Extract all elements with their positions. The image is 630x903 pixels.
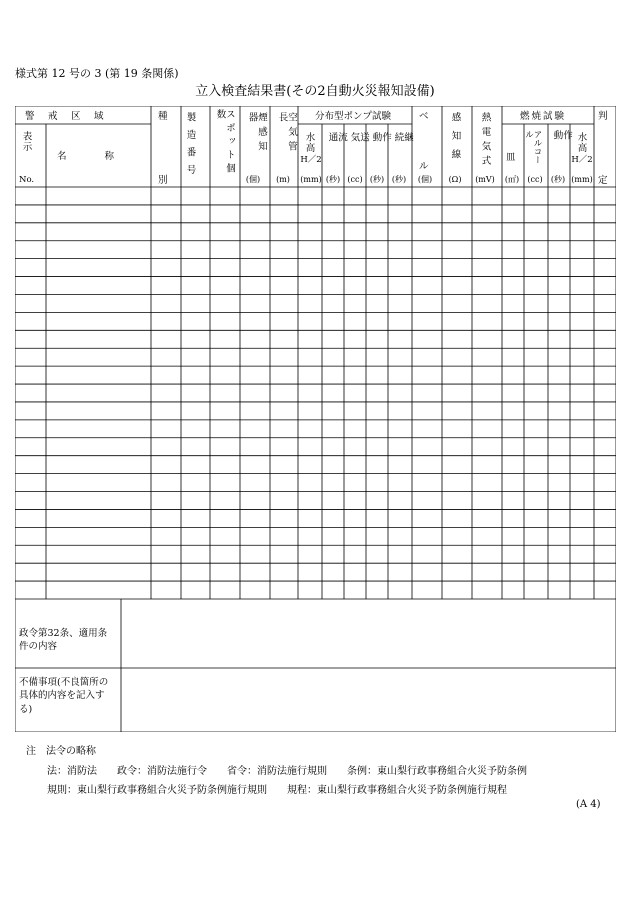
header-serial: 製造番号 [184,112,196,182]
header-burn-operation: 作動 [551,130,572,146]
header-flow-unit: (秒) [325,175,341,184]
header-thermo-unit: (mV) [475,175,495,184]
notes-line-2: 規則：東山梨行政事務組合火災予防条例施行規則 規程：東山梨行政事務組合火災予防条例施行規程 [47,785,507,796]
notes-line-1: 法：消防法 政令：消防法施行令 省令：消防法施行規則 条例：東山梨行政事務組合火災予防条例 [47,766,527,777]
header-alcohol: アルコール [523,130,542,164]
header-burn-h2: H／2 [571,155,593,165]
header-smoke-unit: (個) [245,175,261,184]
header-air-tube: 空気管長 [276,112,297,156]
document-title: 立入検査結果書(その2自動火災報知設備) [195,84,435,99]
header-spot: スポット個数 [214,109,235,177]
header-thermo: 熱電気式 [479,112,491,170]
header-water-height: 水高 [303,132,315,153]
header-judgement-bottom: 定 [598,175,608,186]
header-flow: 流通 [326,132,347,148]
form-number: 様式第 12 号の 3 (第 19 条関係) [15,67,179,80]
header-burn-operation-unit: (秒) [550,175,566,184]
header-air-send-unit: (cc) [347,175,363,184]
header-bell-top: ベ [419,111,429,122]
header-bell-bottom: ル [419,161,429,172]
header-pump-test: 分布型ポンプ試験 [315,111,392,122]
header-h2: H／2 [300,155,322,165]
header-dish: 皿 [506,152,516,163]
header-operation: 作動 [370,132,391,148]
header-air-tube-unit: (m) [276,175,290,184]
header-continuation-unit: (秒) [391,175,407,184]
header-burn-water-unit: (mm) [571,175,593,184]
header-unit-mm: (mm) [300,175,322,184]
header-judgement-top: 判 [598,111,608,122]
header-bell-unit: (個) [417,175,433,184]
header-sensor: 感知線 [449,112,461,168]
header-smoke: 煙感知器 [246,112,267,156]
header-continuation: 継続 [392,132,413,148]
ordinance-label: 政令第32条、適用条件の内容 [19,628,108,653]
header-type-bottom: 別 [158,175,168,186]
header-number: 表示 [20,131,32,152]
header-burn-test: 燃焼試験 [520,111,567,122]
header-burn-water: 水高 [575,132,587,153]
paper-size: (A 4) [576,799,601,810]
header-zone: 警 戒 区 域 [25,111,106,122]
header-operation-unit: (秒) [369,175,385,184]
header-dish-unit: (㎡) [504,175,520,184]
header-air-send: 送気 [348,132,369,148]
header-name: 名 称 [57,151,115,162]
notes-heading: 注 法令の略称 [26,746,96,757]
header-alcohol-unit: (cc) [527,175,543,184]
header-type-top: 種 [158,111,168,122]
header-sensor-unit: (Ω) [448,175,462,184]
inspection-table [15,106,616,732]
header-number-unit: No. [19,175,35,185]
defects-label: 不備事項(不良箇所の具体的内容を記入する) [19,677,109,715]
